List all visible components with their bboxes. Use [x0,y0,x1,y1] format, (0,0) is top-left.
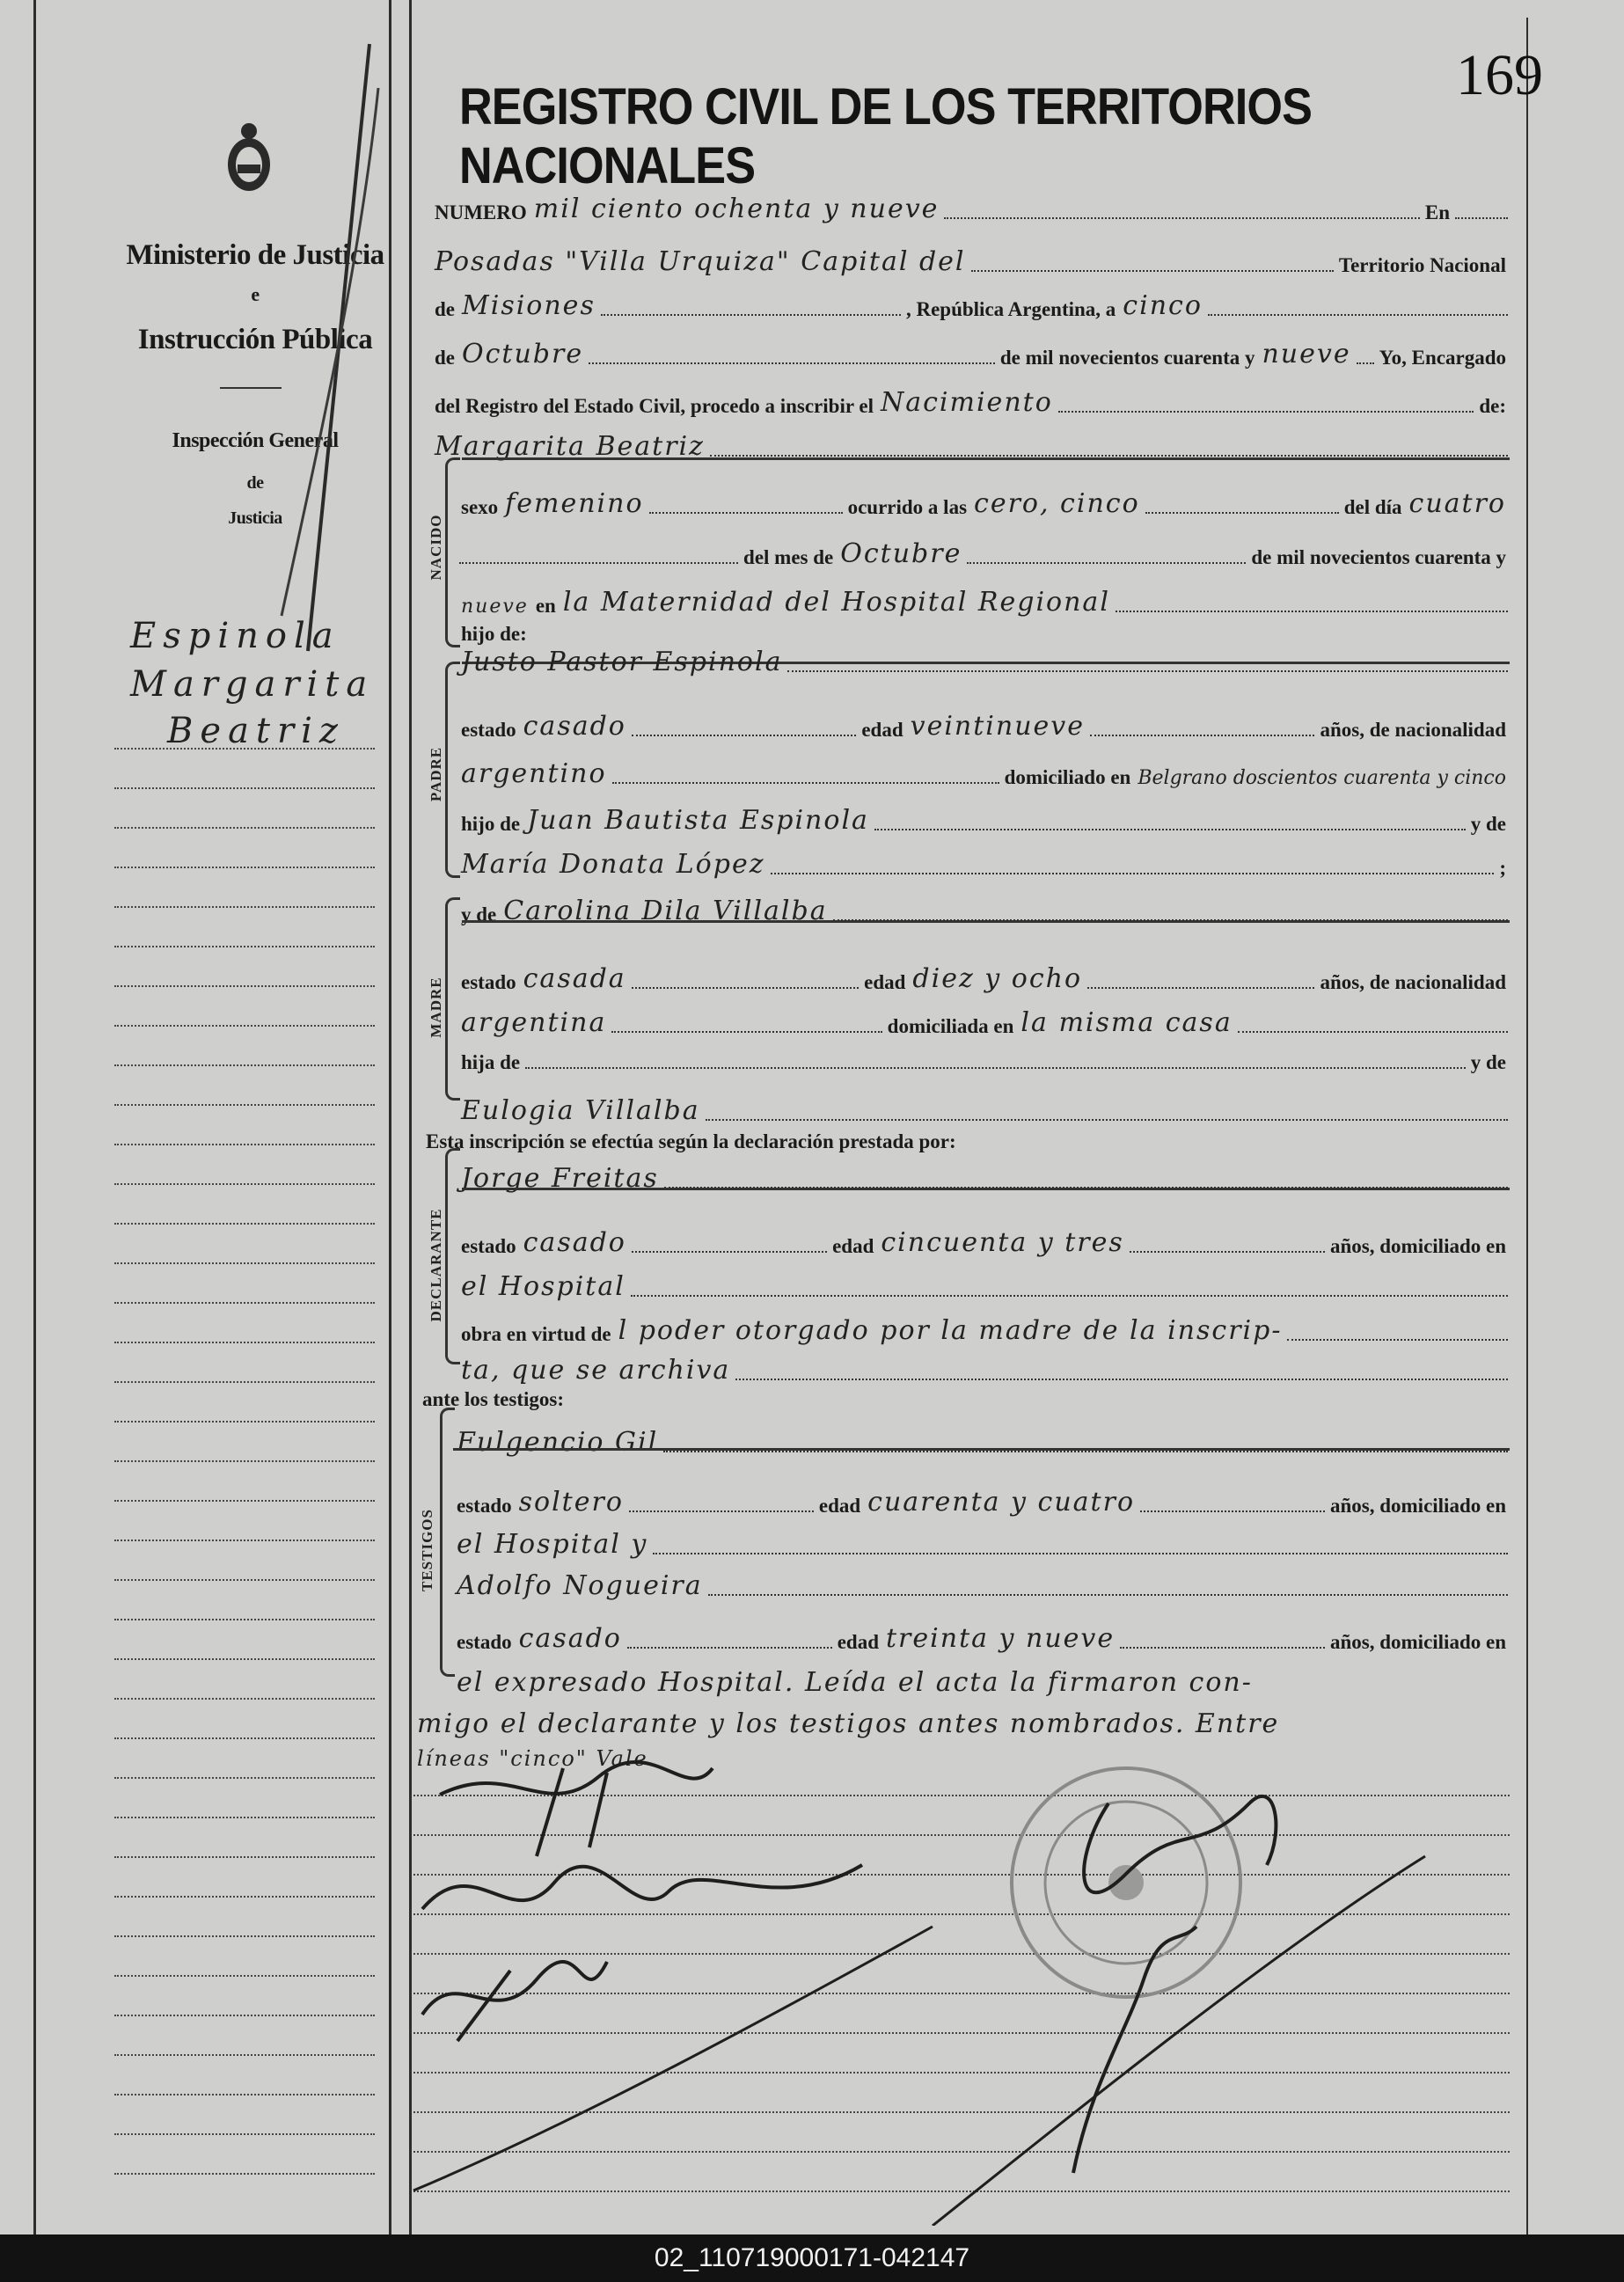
testigo2-estado-label: estado [457,1631,512,1653]
margin-rule [114,985,375,987]
declarante-top-rule [462,1188,1510,1190]
margin-rule [114,1223,375,1225]
madre-parents-line [457,1051,1510,1074]
declarante-name-value: Jorge Freitas [461,1163,659,1194]
margin-note-middle-name: Beatriz [167,711,345,751]
padre-domicilio-value: Belgrano doscientos cuarenta y cinco [1138,767,1506,789]
page-title: REGISTRO CIVIL DE LOS TERRITORIOS NACIONALES [459,78,1312,194]
testigo1-name-value: Fulgencio Gil [457,1427,659,1458]
margin-rule [114,2054,375,2056]
de-colon-label: de: [1479,395,1506,417]
testigo1-anios-label: años, domiciliado en [1329,1495,1506,1517]
margin-rule [114,1619,375,1620]
declarante-obra-label: obra en virtud de [461,1323,611,1345]
dia-label: del día [1343,496,1402,518]
declarante-edad-value: cincuenta y tres [881,1227,1124,1258]
margin-rule [114,1658,375,1660]
madre-estado-value: casada [523,963,626,994]
margin-rule [114,2015,375,2016]
testigo1-name-line [453,1427,1510,1458]
day-value: cinco [1123,290,1203,321]
margin-rule [114,2094,375,2095]
margin-rule [114,1817,375,1818]
declarante-estado-label: estado [461,1235,516,1257]
testigo1-estado-value: soltero [518,1487,624,1518]
margin-rule [114,787,375,789]
sexo-value: femenino [505,488,644,519]
madre-estado-line [457,963,1510,994]
testigo2-estado-line [453,1623,1510,1654]
margin-rule [114,1500,375,1502]
padre-nacionalidad-value: argentino [461,758,607,789]
margin-rule [114,1104,375,1106]
hora-value: cero, cinco [974,488,1140,519]
registro-label: del Registro del Estado Civil, procedo a inscribir el [435,395,874,417]
margin-note-first-name: Margarita [130,664,375,705]
padre-semicolon: ; [1499,857,1506,879]
ocurrido-label: ocurrido a las [847,496,968,518]
sexo-line [457,488,1510,519]
inspection-line2: de [246,473,264,493]
declarante-obra-value: l poder otorgado por la madre de la inscrip- [618,1315,1283,1346]
declarante-domicilio-value: el Hospital [461,1271,625,1302]
testigo2-edad-value: treinta y nueve [886,1623,1116,1654]
declarante-obra-line-2 [457,1355,1510,1386]
testigo2-name-value: Adolfo Nogueira [457,1570,703,1601]
madre-domicilio-value: la misma casa [1020,1007,1233,1038]
padre-father-value: Juan Bautista Espinola [527,805,869,836]
padre-estado-line [457,711,1510,742]
margin-rule [114,1342,375,1343]
territory-value: Misiones [462,290,596,321]
page-number: 169 [1456,43,1543,107]
nacido-mil-label: de mil novecientos cuarenta y [1251,546,1506,568]
mes-line [457,538,1510,569]
margin-rule [114,906,375,908]
testigo1-estado-line [453,1487,1510,1518]
declarante-anios-label: años, domiciliado en [1330,1235,1507,1257]
testigo2-anios-label: años, domiciliado en [1329,1631,1506,1653]
testigos-intro-line [419,1388,1510,1411]
madre-name-value: Carolina Dila Villalba [503,896,828,926]
padre-mother-value: María Donata López [461,849,765,880]
madre-top-rule [462,920,1510,923]
padre-name-value: Justo Pastor Espinola [461,647,783,677]
hijo-label: hijo de: [461,623,527,645]
testigos-intro-label: ante los testigos: [422,1388,564,1410]
testigo2-domicilio-value: el expresado Hospital. Leída el acta la firmaron con- [457,1667,1253,1698]
anio-value: nueve [461,596,529,618]
margin-rule [114,827,375,829]
testigo2-edad-label: edad [837,1631,879,1653]
testigo1-estado-label: estado [457,1495,512,1517]
margin-rule [114,1579,375,1581]
mes-label: del mes de [743,546,834,568]
margin-rule [114,1896,375,1898]
margin-rule [114,1935,375,1937]
place-line [431,246,1510,277]
territorio-label: Territorio Nacional [1338,254,1506,276]
de-label-2: de [435,347,455,369]
lugar-value: la Maternidad del Hospital Regional [562,587,1110,618]
padre-estado-label: estado [461,719,516,741]
declarante-estado-value: casado [523,1227,626,1258]
image-id-caption: 02_110719000171-042147 [654,2243,970,2272]
act-value: Nacimiento [880,387,1053,418]
margin-rule [114,2133,375,2135]
margin-rule [114,1737,375,1739]
margin-note-surname: Espinola [130,616,340,656]
padre-parents-line [457,805,1510,836]
declarante-obra-value-2: ta, que se archiva [461,1355,731,1386]
madre-mother-line [457,1095,1510,1126]
margin-rule [114,748,375,750]
padre-name-line [457,647,1510,677]
signatures-scribbles [405,1751,1531,2226]
footer-bar [0,2234,1624,2282]
margin-rule [114,1856,375,1858]
declarante-estado-line [457,1227,1510,1258]
madre-estado-label: estado [461,971,516,993]
testigo1-edad-label: edad [818,1495,861,1517]
margin-rule [114,1777,375,1779]
month-line [431,339,1510,369]
margin-rule [114,1460,375,1462]
testigo2-domicilio-line [453,1667,1510,1698]
territory-line [431,290,1510,321]
margin-rule [114,1262,375,1264]
padre-label: PADRE [428,746,444,802]
closing-text-1: migo el declarante y los testigos antes nombrados. Entre [417,1708,1280,1739]
madre-edad-label: edad [864,971,906,993]
margin-rule [114,2173,375,2175]
encargado-label: Yo, Encargado [1379,347,1506,369]
declaracion-label: Esta inscripción se efectúa según la declaración prestada por: [426,1130,956,1152]
numero-line [431,194,1510,224]
year-value: nueve [1262,339,1351,369]
place-value: Posadas "Villa Urquiza" Capital del [435,246,966,277]
testigo2-estado-value: casado [518,1623,622,1654]
madre-domicilio-line [457,1007,1510,1038]
declarante-label: DECLARANTE [428,1208,444,1322]
en-lugar-label: en [535,595,556,617]
declaracion-line [422,1130,1510,1153]
republica-label: , República Argentina, a [905,298,1116,320]
declarante-edad-label: edad [832,1235,874,1257]
de-label: de [435,298,455,320]
padre-edad-label: edad [861,719,903,741]
margin-rule [114,867,375,868]
inspection-line3: Justicia [228,508,282,528]
madre-label: MADRE [428,976,444,1038]
lugar-line [457,587,1510,618]
dia-value: cuatro [1408,488,1506,519]
registered-name-value: Margarita Beatriz [435,431,705,462]
margin-rule [114,1381,375,1383]
declarante-domicilio-line [457,1271,1510,1302]
padre-domicilio-label: domiciliado en [1004,766,1131,788]
margin-rule [114,1144,375,1145]
ministry-line1: Ministerio de Justicia [126,239,384,271]
margin-rule [114,1540,375,1541]
numero-label: NUMERO [435,201,527,223]
testigo2-name-line [453,1570,1510,1601]
madre-y-de-label: y de [1470,1051,1506,1073]
madre-edad-value: diez y ocho [912,963,1083,994]
padre-edad-value: veintinueve [910,711,1085,742]
en-label: En [1424,201,1450,223]
left-page-edge [33,0,36,2234]
madre-anios-label: años, de nacionalidad [1320,971,1506,993]
numero-value: mil ciento ochenta y nueve [533,194,940,224]
closing-line-1 [413,1708,1510,1739]
madre-mother-value: Eulogia Villalba [461,1095,700,1126]
testigos-label: TESTIGOS [419,1509,435,1591]
margin-rule [114,1975,375,1977]
margin-rule [114,1064,375,1066]
ministry-line2: e [251,283,260,305]
padre-y-de-label: y de [1470,813,1506,835]
margin-rule [114,1302,375,1304]
padre-domicilio-line [457,758,1510,789]
margin-rule [114,1698,375,1700]
padre-estado-value: casado [523,711,626,742]
margin-rule [114,946,375,947]
mes-value: Octubre [840,538,962,569]
registro-line [431,387,1510,418]
madre-nacionalidad-value: argentina [461,1007,607,1038]
hijo-line [457,623,1510,646]
madre-domicilio-label: domiciliada en [887,1015,1014,1037]
madre-hija-label: hija de [461,1051,521,1073]
sexo-label: sexo [461,496,499,518]
margin-rule [114,1421,375,1423]
madre-yde-label: y de [461,903,497,925]
testigo1-domicilio-value: el Hospital y [457,1529,648,1560]
closing-text-2: líneas "cinco" Vale [417,1746,648,1771]
inspection-line1: Inspección General [172,429,339,452]
testigos-top-rule [453,1448,1510,1451]
testigo1-edad-value: cuarenta y cuatro [867,1487,1136,1518]
ministry-line3: Instrucción Pública [137,324,373,355]
margin-rule [114,1183,375,1185]
margin-annotation-stroke [229,35,405,669]
month-value: Octubre [462,339,584,369]
testigo1-domicilio-line [453,1529,1510,1560]
padre-hijo-label: hijo de [461,813,521,835]
declarante-obra-line [457,1315,1510,1346]
mil-label: de mil novecientos cuarenta y [999,347,1255,369]
margin-rule [114,1025,375,1027]
padre-mother-line [457,849,1510,880]
nacido-label: NACIDO [428,514,444,581]
padre-anios-label: años, de nacionalidad [1320,719,1507,741]
nacido-top-rule [462,457,1510,460]
